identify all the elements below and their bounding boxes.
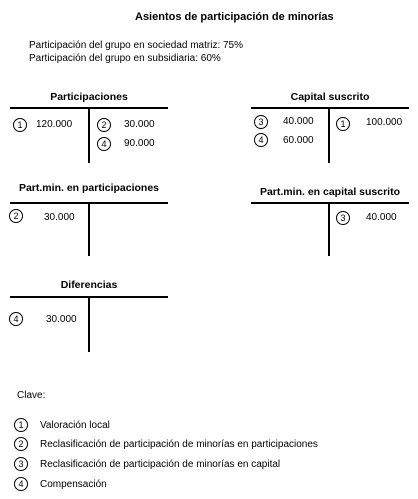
t-account-divider xyxy=(328,107,330,163)
t-account-top-line xyxy=(251,107,409,109)
info-line-subsidiary: Participación del grupo en subsidiaria: 60% xyxy=(29,53,221,64)
account-title: Capital suscrito xyxy=(290,91,370,103)
entry-number-badge: 4 xyxy=(254,133,268,147)
entry-number-badge: 4 xyxy=(97,137,111,151)
t-account-divider xyxy=(88,202,90,256)
entry-number-badge: 2 xyxy=(97,118,111,132)
entry-number-badge: 1 xyxy=(13,118,27,132)
account-title: Part.min. en capital suscrito xyxy=(259,186,401,198)
account-title: Diferencias xyxy=(60,279,118,291)
account-title: Part.min. en participaciones xyxy=(18,182,160,194)
credit-amount: 90.000 xyxy=(124,138,155,149)
credit-amount: 40.000 xyxy=(366,212,397,223)
debit-amount: 30.000 xyxy=(46,314,77,325)
entry-number-badge: 2 xyxy=(9,209,23,223)
key-badge: 4 xyxy=(14,477,28,491)
entry-number-badge: 3 xyxy=(254,115,268,129)
account-title: Participaciones xyxy=(50,91,128,103)
debit-amount: 120.000 xyxy=(36,119,73,130)
credit-amount: 30.000 xyxy=(124,119,155,130)
t-account-divider xyxy=(88,296,90,352)
t-account-top-line xyxy=(251,202,409,204)
entry-number-badge: 3 xyxy=(336,211,350,225)
key-item-text: Reclasificación de participación de minorías en capital xyxy=(40,459,281,470)
key-item-text: Compensación xyxy=(40,479,107,490)
credit-amount: 100.000 xyxy=(366,117,403,128)
key-badge: 3 xyxy=(14,457,28,471)
debit-amount: 40.000 xyxy=(283,116,314,127)
key-badge: 2 xyxy=(14,437,28,451)
key-badge: 1 xyxy=(14,418,28,432)
debit-amount: 60.000 xyxy=(283,135,314,146)
key-item-text: Reclasificación de participación de minorías en participaciones xyxy=(40,439,318,450)
info-line-parent: Participación del grupo en sociedad matriz: 75% xyxy=(29,40,244,51)
key-label: Clave: xyxy=(17,390,46,401)
entry-number-badge: 1 xyxy=(336,117,350,131)
key-item-text: Valoración local xyxy=(40,420,110,431)
t-account-divider xyxy=(328,202,330,256)
entry-number-badge: 4 xyxy=(9,312,23,326)
debit-amount: 30.000 xyxy=(44,212,75,223)
t-account-divider xyxy=(88,107,90,163)
diagram-title: Asientos de participación de minorías xyxy=(135,11,334,23)
